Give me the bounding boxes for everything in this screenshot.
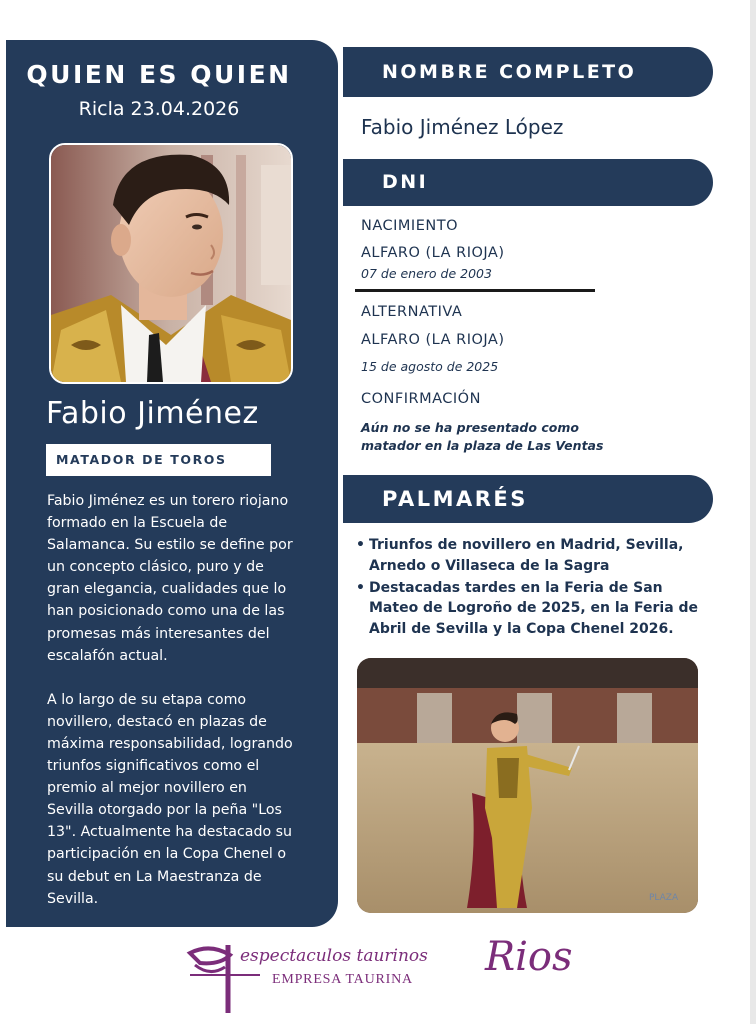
role-badge: MATADOR DE TOROS (46, 444, 271, 476)
panel-title: QUIEN ES QUIEN (26, 60, 292, 89)
logo-brand: Rios (485, 934, 573, 980)
palmares-item: Destacadas tardes en la Feria de San Mateo de Logroño de 2025, en la Feria de Abril de Sevilla y la Copa Chenel 2026. (369, 579, 699, 638)
alternativa-place: ALFARO (LA RIOJA) (361, 332, 505, 348)
confirmacion-line: Aún no se ha presentado como (361, 420, 579, 435)
alternativa-label: ALTERNATIVA (361, 304, 463, 320)
event-date: Ricla 23.04.2026 (78, 98, 240, 120)
nacimiento-date: 07 de enero de 2003 (361, 266, 492, 281)
page-edge (750, 0, 756, 1024)
bullet: • (356, 537, 365, 553)
nacimiento-place: ALFARO (LA RIOJA) (361, 245, 505, 261)
logo-subtitle: EMPRESA TAURINA (272, 972, 413, 987)
list-item (356, 578, 706, 640)
section-header-nombre: NOMBRE COMPLETO (343, 47, 713, 97)
portrait-photo (49, 143, 293, 384)
nacimiento-label: NACIMIENTO (361, 218, 458, 234)
bio-paragraph: A lo largo de su etapa como novillero, destacó en plazas de máxima responsabilidad, logrando triunfos significativos como el premio al mejor novillero en Sevilla otorgado por la peña "Los 13". Actualmente ha destacado su participación en la Copa Chenel o su debut en La Maestranza de Sevilla. (47, 691, 293, 907)
action-photo (357, 658, 698, 913)
list-item (356, 535, 706, 577)
section-header-dni: DNI (343, 159, 713, 206)
logo-tagline: espectaculos taurinos (240, 946, 428, 966)
watermark: PLAZA (649, 893, 679, 903)
palmares-item: Triunfos de novillero en Madrid, Sevilla, Arnedo o Villaseca de la Sagra (369, 537, 684, 574)
palmares-list (356, 535, 706, 641)
bullet: • (356, 579, 365, 596)
bio-paragraph: Fabio Jiménez es un torero riojano formado en la Escuela de Salamanca. Su estilo se define por un concepto clásico, puro y de gran elegancia, cualidades que lo han posicionado como una de las promesas más interesantes del escalafón actual. (47, 493, 293, 664)
section-header-palmares: PALMARÉS (343, 475, 713, 523)
biography (47, 490, 297, 932)
confirmacion-label: CONFIRMACIÓN (361, 391, 481, 407)
full-name: Fabio Jiménez López (361, 115, 564, 139)
alternativa-date: 15 de agosto de 2025 (361, 359, 499, 374)
divider (355, 289, 595, 292)
torero-name: Fabio Jiménez (46, 396, 259, 431)
confirmacion-line: matador en la plaza de Las Ventas (361, 438, 604, 453)
